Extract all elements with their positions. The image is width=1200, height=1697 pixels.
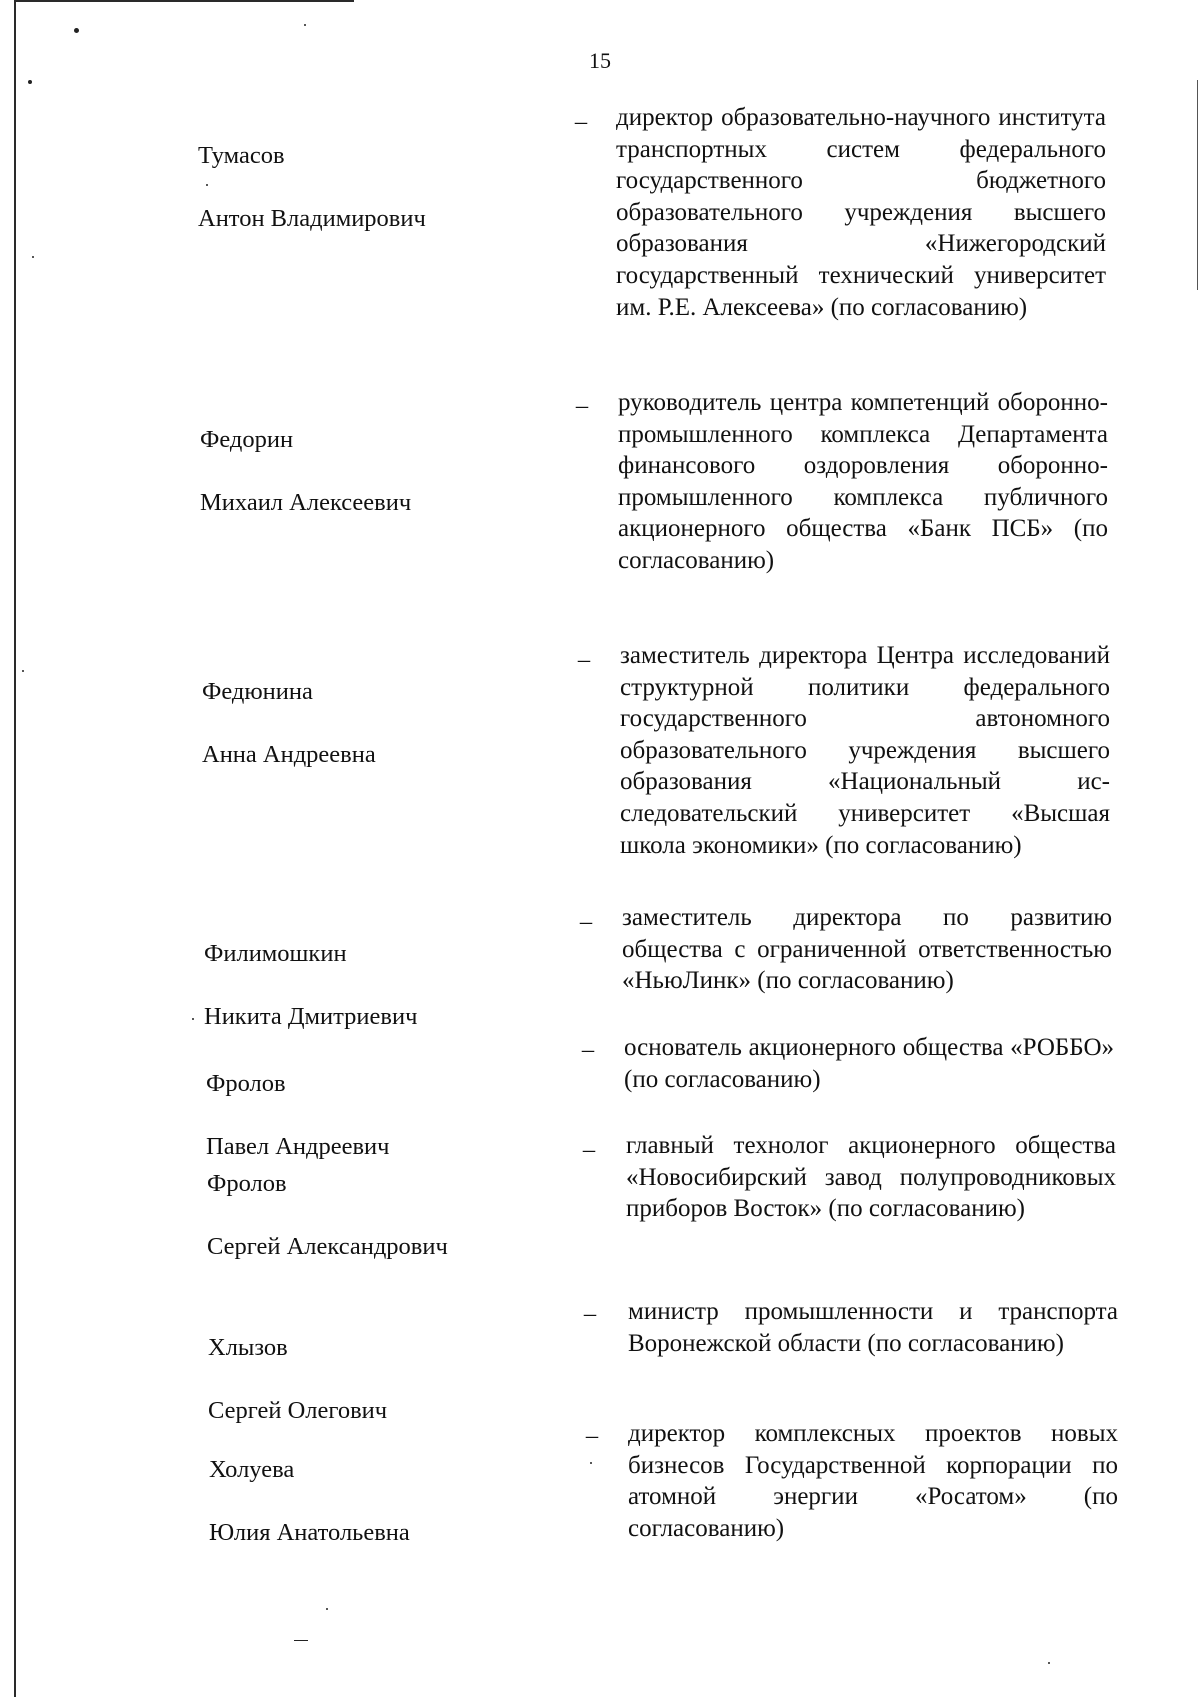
person-surname: Фролов: [206, 1069, 286, 1097]
scan-speck: [32, 256, 34, 258]
person-name: [207, 1136, 547, 1294]
person-surname: Фролов: [207, 1169, 287, 1197]
entry-dash: –: [575, 392, 589, 419]
position-description: заместитель директора по развитию общества с ограниченной ответственностью «НьюЛинк» (по согласованию): [622, 904, 1112, 995]
person-surname: Филимошкин: [204, 939, 347, 967]
person-given-names: Никита Дмитриевич: [204, 1002, 418, 1030]
scan-edge-right: [1197, 80, 1198, 290]
position-description: главный технолог акционерного общества «Новосибирский завод полупроводниковых приборов Восток» (по согласованию): [626, 1132, 1116, 1223]
person-surname: Хлызов: [208, 1333, 288, 1361]
entry-dash: –: [581, 1036, 595, 1063]
person-given-names: Сергей Александрович: [207, 1232, 448, 1260]
person-given-names: Сергей Олегович: [208, 1396, 388, 1424]
scan-speck: [294, 1640, 308, 1641]
position-description: министр промышленности и транспорта Воронежской области (по согласованию): [628, 1298, 1118, 1357]
person-given-names: Антон Владимирович: [198, 204, 426, 232]
scan-speck: [1048, 1662, 1050, 1664]
person-surname: Тумасов: [198, 141, 285, 169]
entry-dash: –: [582, 1136, 596, 1163]
position-description: основатель акционерного общества «РОББО» (по согласованию): [624, 1034, 1114, 1093]
person-surname: Федорин: [200, 425, 294, 453]
scan-speck: [74, 28, 79, 33]
entry-dash: –: [577, 646, 591, 673]
person-surname: Федюнина: [202, 677, 313, 705]
person-name: [209, 1422, 549, 1580]
person-name: [200, 392, 540, 550]
scan-speck: [304, 24, 306, 26]
scan-edge-left: [14, 0, 16, 1697]
entry-dash: –: [574, 108, 588, 135]
position-description: директор комплексных проектов новых бизнесов Государственной корпорации по атомной энергии «Росатом» (по согласованию): [628, 1420, 1118, 1542]
person-given-names: Анна Андреевна: [202, 740, 376, 768]
person-given-names: Михаил Алексеевич: [200, 488, 412, 516]
scan-edge-top: [14, 0, 354, 2]
scan-speck: [28, 80, 32, 84]
entry-dash: –: [583, 1300, 597, 1327]
page-number: 15: [589, 48, 611, 73]
person-given-names: Юлия Анатольевна: [209, 1518, 410, 1546]
position-description: директор образовательно-научного института транспортных систем федерального государственного бюджетного образовательного учреждения высшего образования «Нижегородский государственный технический университет им. Р.Е. Алексеева» (по согласованию): [616, 104, 1106, 321]
person-name: [202, 644, 542, 802]
position-description: заместитель директора Центра исследований структурной политики федерального государственного автономного образовательного учреждения высшего образования «Национальный исследовательский университет «Высшая школа экономики» (по согласованию): [620, 642, 1110, 859]
person-name: [198, 108, 538, 266]
scan-speck: [192, 1018, 194, 1020]
entry-dash: –: [579, 908, 593, 935]
scan-speck: [590, 1462, 592, 1464]
position-description: руководитель центра компетенций оборонно-промышленного комплекса Департамента финансового оздоровления оборонно-промышленного комплекса публичного акционерного общества «Банк ПСБ» (по согласованию): [618, 389, 1108, 574]
scan-speck: [22, 670, 24, 672]
entry-dash: –: [585, 1422, 599, 1449]
scan-speck: [326, 1608, 328, 1610]
person-given-names: Павел Андреевич: [206, 1132, 390, 1160]
person-surname: Холуева: [209, 1455, 295, 1483]
